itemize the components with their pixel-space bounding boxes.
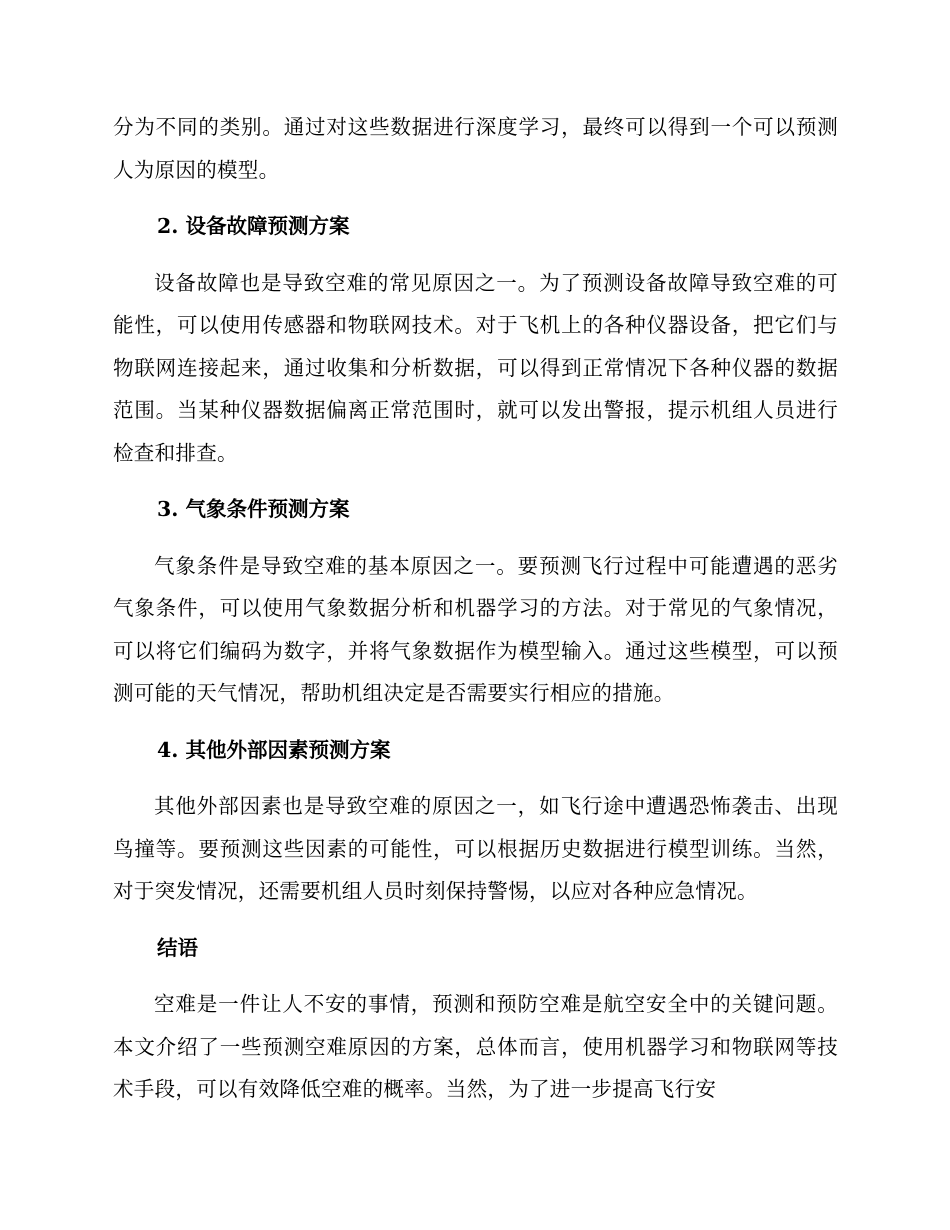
section-3-paragraph: 气象条件是导致空难的基本原因之一。要预测飞行过程中可能遭遇的恶劣气象条件，可以使用气象数据分析和机器学习的方法。对于常见的气象情况，可以将它们编码为数字，并将气象数据作为模型输入。通过这些模型，可以预测可能的天气情况，帮助机组决定是否需要实行相应的措施。 (113, 553, 838, 705)
section-4-paragraph: 其他外部因素也是导致空难的原因之一，如飞行途中遭遇恐怖袭击、出现鸟撞等。要预测这些因素的可能性，可以根据历史数据进行模型训练。当然，对于突发情况，还需要机组人员时刻保持警惕，以应对各种应急情况。 (113, 794, 838, 903)
section-3-heading: 3. 气象条件预测方案 (157, 497, 350, 521)
conclusion-heading: 结语 (157, 935, 198, 960)
section-2-paragraph: 设备故障也是导致空难的常见原因之一。为了预测设备故障导致空难的可能性，可以使用传感器和物联网技术。对于飞机上的各种仪器设备，把它们与物联网连接起来，通过收集和分析数据，可以得到正常情况下各种仪器的数据范围。当某种仪器数据偏离正常范围时，就可以发出警报，提示机组人员进行检查和排查。 (113, 270, 838, 465)
section-2-heading: 2. 设备故障预测方案 (157, 214, 350, 238)
section-4-heading: 4. 其他外部因素预测方案 (157, 737, 391, 762)
document-body (113, 106, 838, 1111)
intro-continuation-paragraph: 分为不同的类别。通过对这些数据进行深度学习，最终可以得到一个可以预测人为原因的模型。 (113, 115, 838, 182)
conclusion-paragraph: 空难是一件让人不安的事情，预测和预防空难是航空安全中的关键问题。本文介绍了一些预测空难原因的方案，总体而言，使用机器学习和物联网等技术手段，可以有效降低空难的概率。当然，为了进一步提高飞行安 (113, 992, 838, 1101)
